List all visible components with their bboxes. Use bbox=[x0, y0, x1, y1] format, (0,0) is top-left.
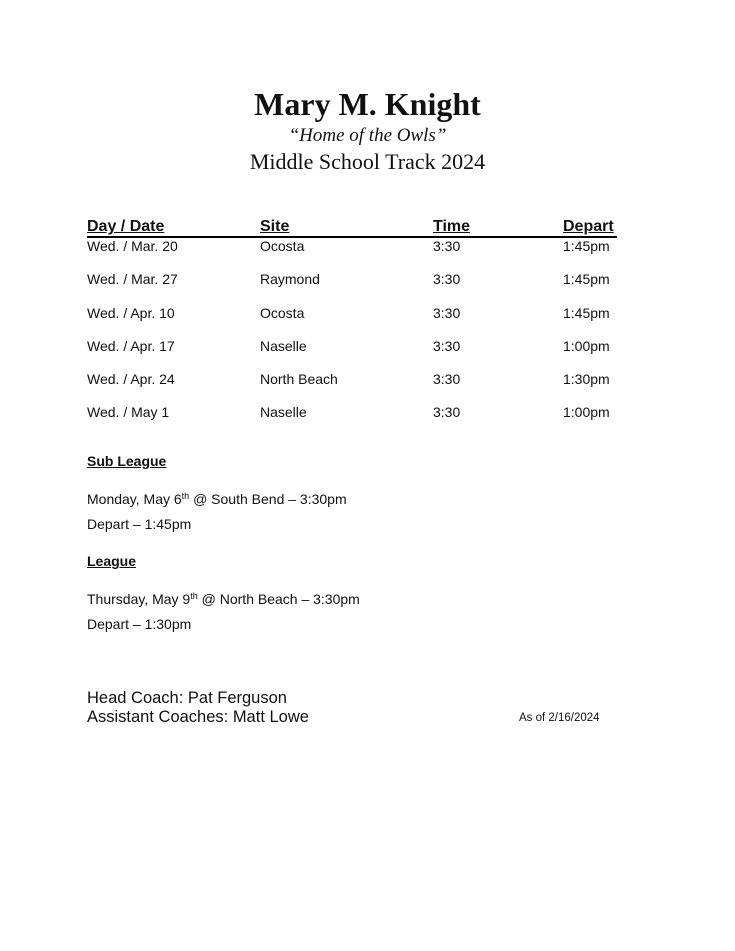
cell-site: Raymond bbox=[260, 271, 320, 288]
league-depart: Depart – 1:30pm bbox=[87, 616, 192, 632]
column-header-depart: Depart bbox=[563, 218, 614, 235]
cell-day-date: Wed. / May 1 bbox=[87, 404, 170, 421]
page-subtitle: Middle School Track 2024 bbox=[249, 149, 486, 174]
cell-day-date: Wed. / Apr. 17 bbox=[87, 337, 175, 354]
cell-day-date: Wed. / Mar. 27 bbox=[87, 271, 178, 288]
schedule-header-row bbox=[87, 218, 617, 238]
cell-time: 3:30 bbox=[433, 404, 461, 421]
cell-site: Naselle bbox=[260, 404, 307, 421]
league-event-location: @ North Beach – 3:30pm bbox=[197, 591, 360, 607]
cell-depart: 1:45pm bbox=[563, 304, 610, 321]
league-event-ordinal: th bbox=[190, 591, 198, 601]
cell-site: Naselle bbox=[260, 337, 307, 354]
sub-league-event-ordinal: th bbox=[181, 491, 190, 501]
schedule-table bbox=[87, 218, 617, 438]
table-row bbox=[87, 404, 617, 437]
cell-depart: 1:45pm bbox=[563, 271, 610, 288]
league-heading: League bbox=[87, 553, 137, 569]
column-header-day-date: Day / Date bbox=[87, 218, 165, 235]
school-motto: “Home of the Owls” bbox=[288, 125, 447, 146]
school-name: Mary M. Knight bbox=[254, 86, 481, 122]
cell-time: 3:30 bbox=[433, 238, 461, 254]
assistant-coaches: Assistant Coaches: Matt Lowe bbox=[87, 708, 309, 726]
sub-league-event bbox=[87, 490, 347, 508]
cell-site: North Beach bbox=[260, 371, 338, 388]
table-row bbox=[87, 271, 617, 304]
table-row bbox=[87, 238, 617, 271]
head-coach: Head Coach: Pat Ferguson bbox=[87, 689, 287, 707]
cell-depart: 1:00pm bbox=[563, 337, 610, 354]
table-row bbox=[87, 338, 617, 371]
cell-depart: 1:00pm bbox=[563, 404, 610, 421]
cell-day-date: Wed. / Apr. 10 bbox=[87, 304, 175, 321]
as-of-date: As of 2/16/2024 bbox=[519, 712, 600, 724]
cell-depart: 1:30pm bbox=[563, 371, 610, 388]
table-row bbox=[87, 371, 617, 404]
cell-site: Ocosta bbox=[260, 304, 305, 321]
cell-time: 3:30 bbox=[433, 337, 461, 354]
table-row bbox=[87, 305, 617, 338]
sub-league-event-location: @ South Bend – 3:30pm bbox=[189, 491, 347, 507]
column-header-site: Site bbox=[260, 218, 290, 235]
cell-day-date: Wed. / Apr. 24 bbox=[87, 371, 175, 388]
cell-time: 3:30 bbox=[433, 371, 461, 388]
sub-league-heading: Sub League bbox=[87, 453, 167, 469]
cell-time: 3:30 bbox=[433, 271, 461, 288]
cell-site: Ocosta bbox=[260, 238, 305, 254]
sub-league-event-date: Monday, May 6 bbox=[87, 491, 182, 507]
cell-day-date: Wed. / Mar. 20 bbox=[87, 238, 178, 254]
league-event bbox=[87, 590, 360, 608]
sub-league-depart: Depart – 1:45pm bbox=[87, 516, 192, 532]
column-header-time: Time bbox=[433, 218, 471, 235]
league-event-date: Thursday, May 9 bbox=[87, 591, 191, 607]
cell-depart: 1:45pm bbox=[563, 238, 610, 254]
cell-time: 3:30 bbox=[433, 304, 461, 321]
